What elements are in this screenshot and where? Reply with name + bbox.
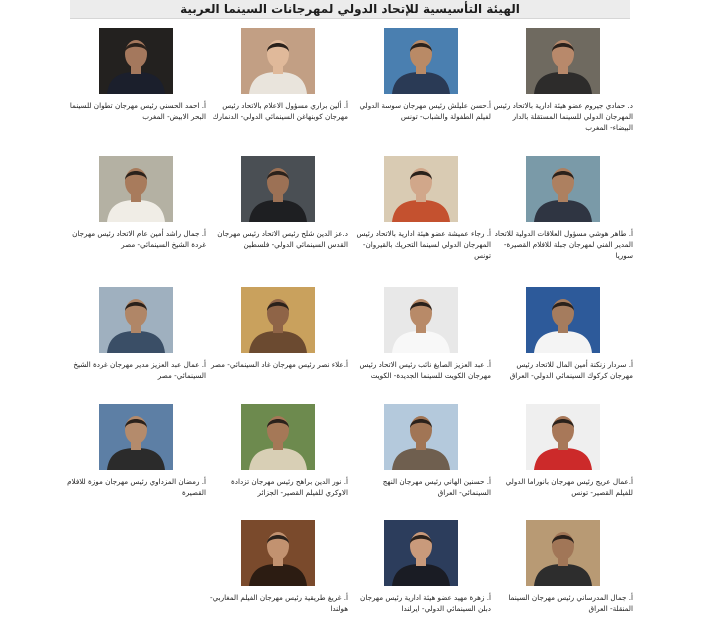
member-caption: أ. ألين براري مسؤول الاعلام بالاتحاد رئيس مهرجان كوبنهاغن السينمائي الدولي- الدنمارك (212, 101, 348, 121)
member-caption: أ. جمال المدرساني رئيس مهرجان السينما المنقلة- العراق (508, 593, 633, 613)
member-caption: أ. رمضان المزداوي رئيس مهرجان موزة للافلام القصيرة (67, 477, 206, 497)
member-caption: أ. عمال عبد العزيز مدير مهرجان غردة الشيخ السينمائي- مصر (73, 360, 206, 380)
member-caption: أ. زهرة مهيد عضو هيئة ادارية رئيس مهرجان دبلن السينمائي الدولي- ايرلندا (360, 593, 491, 613)
member-photo (384, 156, 458, 222)
member-caption: د.عز الدين شلح رئيس الاتحاد رئيس مهرجان القدس السينمائي الدولي- فلسطين (217, 229, 348, 249)
member-caption: أ.حسن عليلش رئيس مهرجان سوسة الدولي لفيلم الطفولة والشباب- تونس (359, 101, 491, 121)
member-caption: أ. عبد العزيز الصايغ نائب رئيس الاتحاد رئيس مهرجان الكويت للسينما الجديدة- الكويت (359, 360, 491, 380)
member-photo (526, 404, 600, 470)
member-photo (526, 520, 600, 586)
member-caption: أ. حسنين الهاني رئيس مهرجان النهج السينمائي- العراق (382, 477, 491, 497)
member-caption: أ. غريغ طريقية رئيس مهرجان الفيلم المغاربي- هولندا (210, 593, 348, 613)
member-photo (99, 156, 173, 222)
member-photo (384, 28, 458, 94)
member-photo (526, 156, 600, 222)
member-photo (99, 404, 173, 470)
member-caption: أ.علاء نصر رئيس مهرجان غاد السينمائي- مصر (210, 360, 348, 369)
member-photo (241, 156, 315, 222)
member-photo (384, 404, 458, 470)
member-caption: د. حمادي جيروم عضو هيئة ادارية بالاتحاد رئيس المهرجان الدولي للسينما المستقلة بالدار البيضاء- المغرب (493, 101, 633, 132)
member-caption: أ. جمال راشد أمين عام الاتحاد رئيس مهرجان غردة الشيخ السينمائي- مصر (72, 229, 206, 249)
member-photo (241, 404, 315, 470)
member-photo (526, 28, 600, 94)
member-photo (99, 287, 173, 353)
member-photo (384, 520, 458, 586)
member-caption: أ. احمد الحسني رئيس مهرجان تطوان للسينما البحر الابيض- المغرب (69, 101, 206, 121)
member-caption: أ.عمال عريج رئيس مهرجان بانوراما الدولي للفيلم القصير- تونس (505, 477, 633, 497)
member-caption: أ. رجاء عميشة عضو هيئة ادارية بالاتحاد رئيس المهرجان الدولي لسينما التحريك بالقيروان- تونس (356, 229, 491, 260)
member-photo (241, 520, 315, 586)
page-title: الهيئة التأسيسية للإتحاد الدولي لمهرجانات السينما العربية (70, 0, 630, 19)
member-caption: أ. نور الدين براهح رئيس مهرجان تزدادة الاوكري للفيلم القصير- الجزائر (231, 477, 348, 497)
member-photo (241, 28, 315, 94)
member-caption: أ. طاهر هوشي مسؤول العلاقات الدولية للاتحاد المدير الفني لمهرجان جبلة للافلام القصيرة- سوريا (494, 229, 633, 260)
member-caption: أ. سردار زنكنة أمين المال للاتحاد رئيس مهرجان كركوك السينمائي الدولي- العراق (509, 360, 633, 380)
member-photo (384, 287, 458, 353)
member-photo (99, 28, 173, 94)
member-photo (241, 287, 315, 353)
member-photo (526, 287, 600, 353)
